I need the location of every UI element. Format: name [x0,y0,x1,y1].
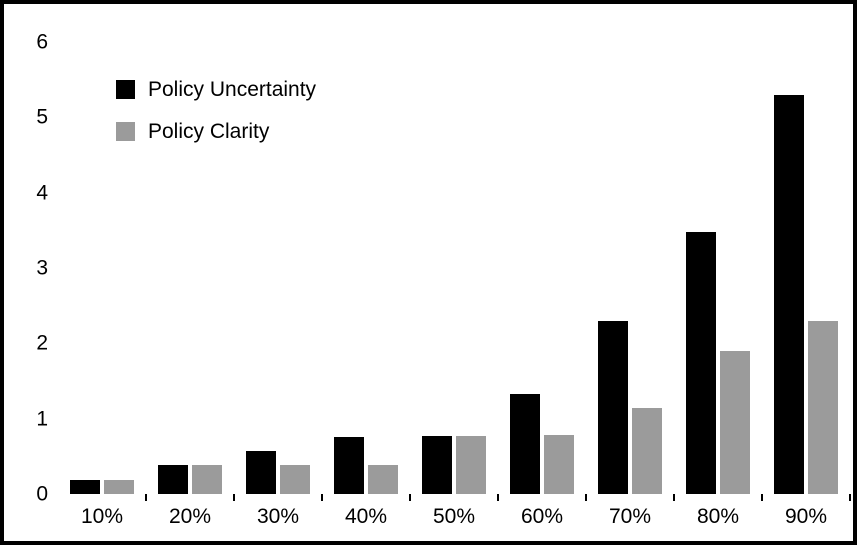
bar [334,437,364,494]
legend-label: Policy Uncertainty [148,77,317,101]
x-tick-mark [233,494,235,501]
x-tick-mark [409,494,411,501]
bar [158,465,188,494]
legend-swatch-icon [116,80,135,99]
x-tick-mark [673,494,675,501]
chart-legend [116,76,416,160]
legend-item [116,118,416,144]
bar [686,232,716,494]
y-tick-label: 0 [36,482,48,506]
bar [422,436,452,494]
bar [368,465,398,494]
legend-label: Policy Clarity [148,119,270,143]
x-tick-label: 60% [520,505,564,528]
y-tick-label: 5 [36,105,48,129]
x-tick-label: 10% [80,505,124,528]
x-tick-mark [145,494,147,501]
x-tick-mark [761,494,763,501]
bar [808,321,838,494]
bar [598,321,628,494]
y-tick-label: 2 [36,331,48,355]
x-tick-mark [849,494,851,501]
bar [192,465,222,494]
y-tick-label: 3 [36,256,48,280]
x-tick-label: 80% [696,505,740,528]
bar [246,451,276,494]
x-tick-label: 90% [784,505,828,528]
bar [104,480,134,494]
x-tick-label: 30% [256,505,300,528]
x-tick-label: 20% [168,505,212,528]
legend-item [116,76,416,102]
y-tick-label: 4 [36,181,48,205]
bar [774,95,804,494]
x-tick-mark [321,494,323,501]
bar [456,436,486,494]
bar [632,408,662,494]
x-tick-label: 70% [608,505,652,528]
bar [510,394,540,494]
x-tick-label: 50% [432,505,476,528]
x-tick-mark [497,494,499,501]
y-tick-label: 6 [36,30,48,54]
x-tick-mark [585,494,587,501]
x-tick-label: 40% [344,505,388,528]
bar [70,480,100,494]
legend-swatch-icon [116,122,135,141]
y-axis-tick-labels [4,4,48,545]
y-tick-label: 1 [36,407,48,431]
bar [720,351,750,494]
bar [544,435,574,494]
bar [280,465,310,494]
